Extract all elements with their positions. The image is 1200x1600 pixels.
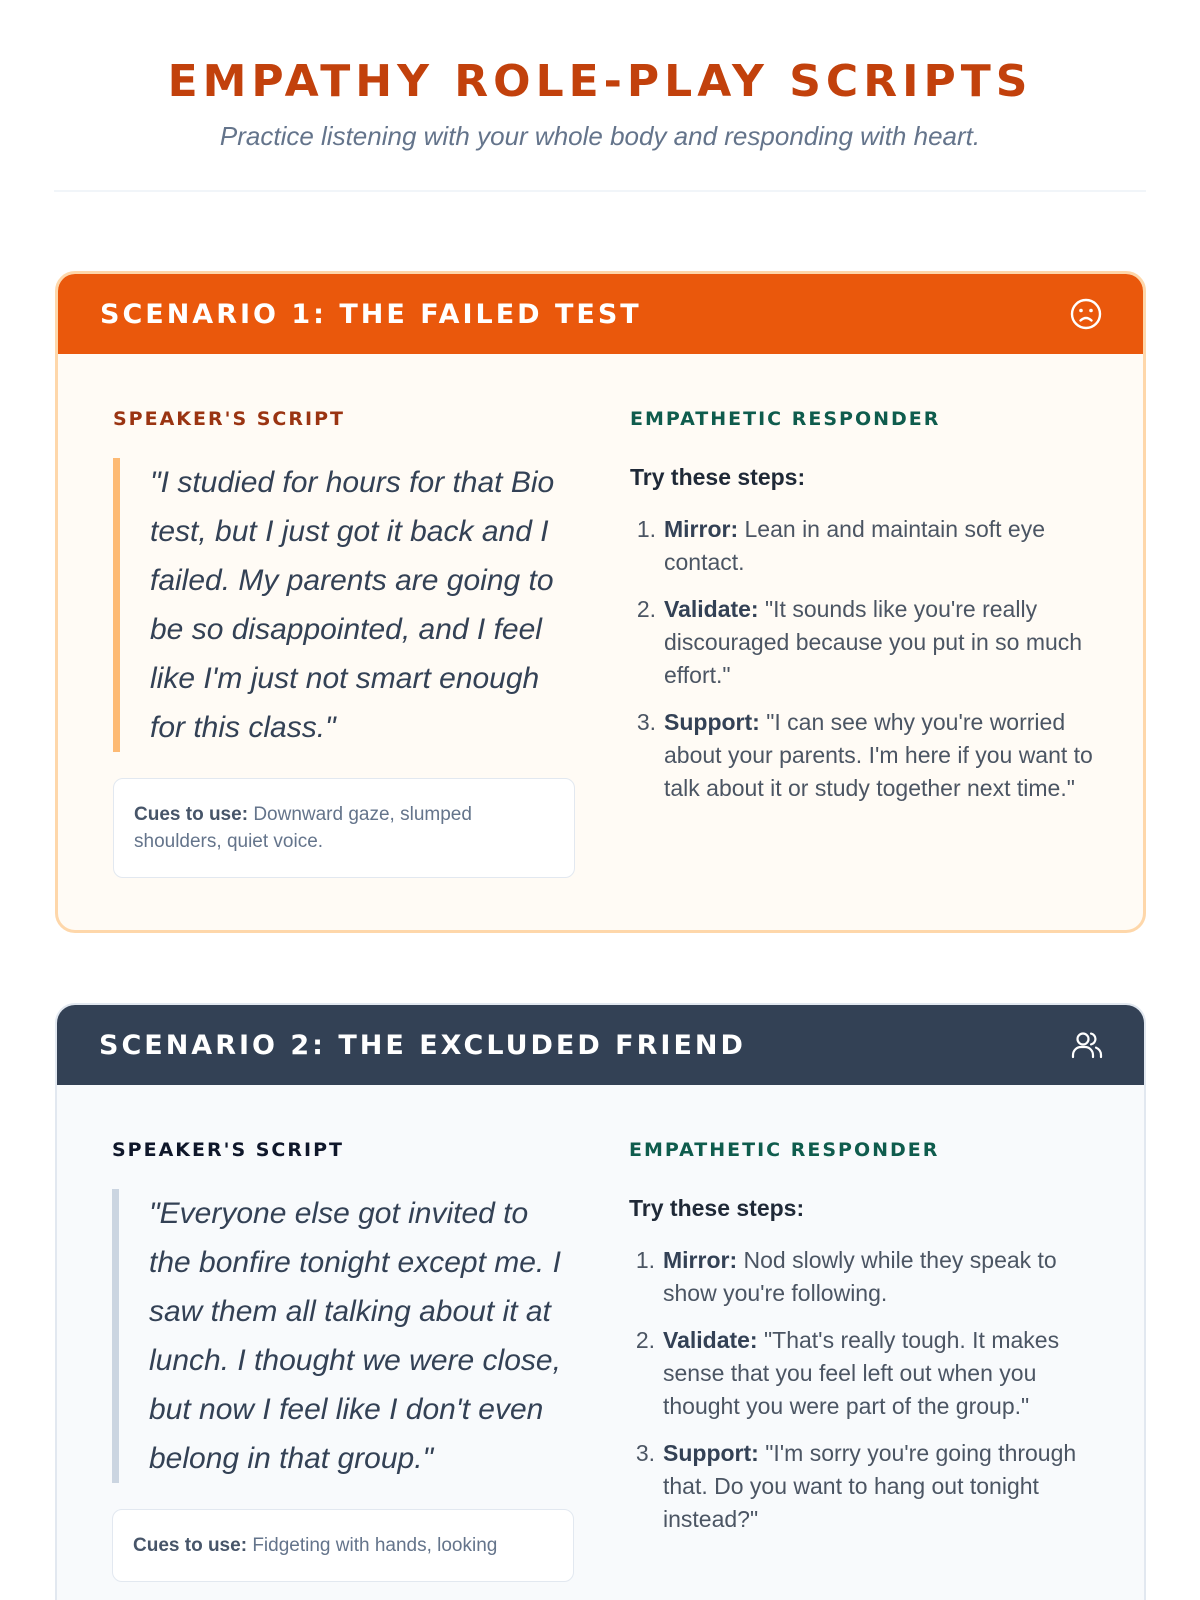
- scenario-header: [57, 1005, 1144, 1085]
- step-label: Support:: [664, 709, 760, 735]
- step-item: [629, 1244, 1099, 1310]
- responder-label: EMPATHETIC RESPONDER: [629, 1139, 940, 1161]
- step-item: [630, 513, 1100, 579]
- page-header: [0, 0, 1200, 192]
- header-divider: [54, 190, 1146, 192]
- scenario-card-1: [55, 271, 1146, 933]
- step-label: Support:: [663, 1440, 759, 1466]
- scenario-body: [57, 1085, 1144, 1582]
- step-label: Validate:: [663, 1327, 758, 1353]
- step-item: [630, 706, 1100, 805]
- sad-face-icon: [1069, 297, 1103, 331]
- scenario-title: SCENARIO 1: THE FAILED TEST: [100, 298, 642, 330]
- step-number: 1.: [635, 1247, 655, 1273]
- speaker-quote: "I studied for hours for that Bio test, but I just got it back and I failed. My parents are going to be so disappointed, and I feel like I'm just not smart enough for this class.": [113, 458, 575, 752]
- step-item: [630, 593, 1100, 692]
- step-number: 1.: [636, 516, 656, 542]
- speaker-quote: "Everyone else got invited to the bonfire tonight except me. I saw them all talking about it at lunch. I thought we were close, but now I feel like I don't even belong in that group.": [112, 1189, 574, 1483]
- step-number: 2.: [636, 596, 656, 622]
- step-text: Lean in and maintain soft eye contact.: [664, 516, 1045, 575]
- responder-label: EMPATHETIC RESPONDER: [630, 408, 941, 430]
- scenario-title: SCENARIO 2: THE EXCLUDED FRIEND: [99, 1029, 746, 1061]
- step-item: [629, 1324, 1099, 1423]
- step-label: Validate:: [664, 596, 759, 622]
- scenario-body: [58, 354, 1143, 878]
- cues-text: Downward gaze, slumped shoulders, quiet voice.: [134, 804, 472, 852]
- steps-list: [630, 513, 1100, 805]
- responder-column: [629, 1139, 1099, 1582]
- scenario-header: [58, 274, 1143, 354]
- step-label: Mirror:: [664, 516, 739, 542]
- speaker-label: SPEAKER'S SCRIPT: [112, 1139, 344, 1161]
- cues-box: [113, 778, 575, 878]
- speaker-label: SPEAKER'S SCRIPT: [113, 408, 345, 430]
- cues-box: [112, 1509, 574, 1582]
- step-number: 2.: [635, 1327, 655, 1353]
- users-icon: [1070, 1028, 1104, 1062]
- steps-list: [629, 1244, 1099, 1536]
- scenario-card-2: [55, 1003, 1146, 1600]
- step-text: Nod slowly while they speak to show you're following.: [663, 1247, 1057, 1306]
- step-number: 3.: [636, 709, 656, 735]
- responder-column: [630, 408, 1100, 878]
- cues-label: Cues to use:: [133, 1535, 248, 1556]
- step-text: "That's really tough. It makes sense that you feel left out when you thought you were part of the group.": [663, 1327, 1060, 1419]
- steps-intro: Try these steps:: [629, 1195, 805, 1221]
- cues-label: Cues to use:: [134, 804, 249, 825]
- step-text: "I can see why you're worried about your parents. I'm here if you want to talk about it or study together next time.": [664, 709, 1093, 801]
- page-subtitle: Practice listening with your whole body and responding with heart.: [219, 121, 981, 151]
- speaker-column: [112, 1139, 574, 1582]
- step-label: Mirror:: [663, 1247, 738, 1273]
- speaker-column: [113, 408, 575, 878]
- step-text: "I'm sorry you're going through that. Do you want to hang out tonight instead?": [663, 1440, 1077, 1532]
- page-title: EMPATHY ROLE-PLAY SCRIPTS: [167, 56, 1033, 107]
- cues-text: Fidgeting with hands, looking: [252, 1535, 498, 1556]
- step-number: 3.: [635, 1440, 655, 1466]
- step-item: [629, 1437, 1099, 1536]
- steps-intro: Try these steps:: [630, 464, 806, 490]
- step-text: "It sounds like you're really discouraged because you put in so much effort.": [664, 596, 1083, 688]
